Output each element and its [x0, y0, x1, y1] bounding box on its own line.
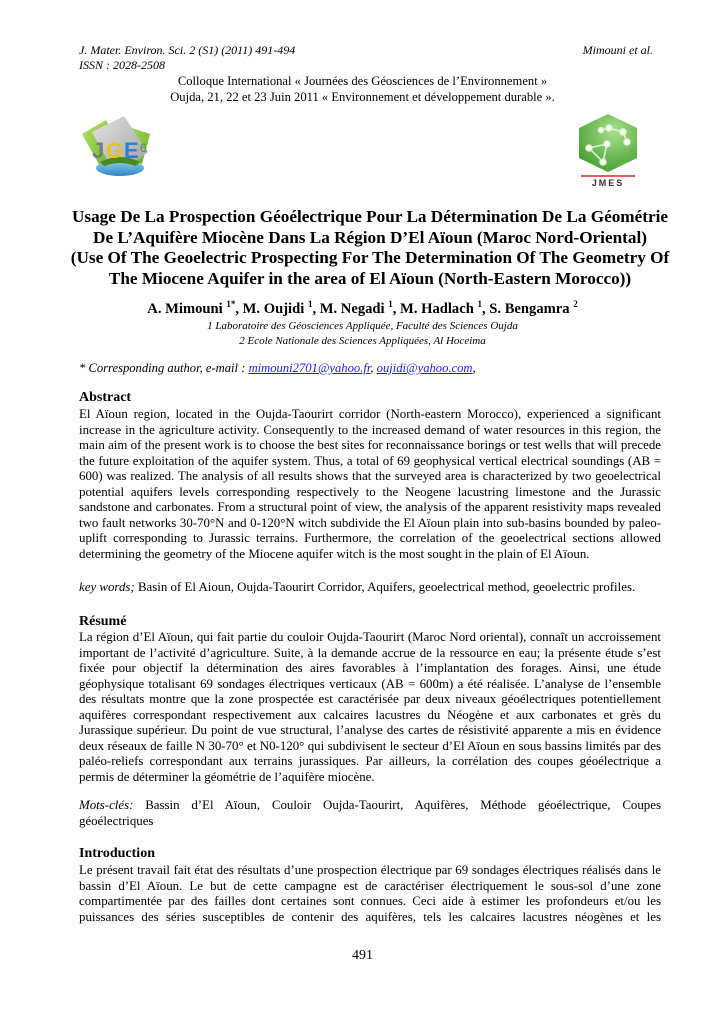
svg-text:J: J	[92, 138, 105, 163]
resume-line: fixée pour objectif la détermination des aires favorables à l’implantation des forages. Ainsi, une étude	[79, 661, 661, 676]
author: M. Negadi	[319, 301, 385, 317]
page-number: 491	[352, 948, 373, 963]
mots-cles-line-2: géoélectriques	[79, 813, 154, 828]
mots-cles-line	[79, 798, 661, 814]
resume-line: aquifères correspondant respectivement aux calcaires lacustres du Néogène et aux carbonates et grès du	[79, 707, 661, 722]
abstract-line: El Aïoun region, located in the Oujda-Taourirt corridor (North-eastern Morocco), experienced a significant	[79, 407, 661, 421]
author-list: A. Mimouni $^{1*}$, M. Oujidi $^1$, M. Negadi $^1$, M. Hadlach $^1$, S. Bengamra $^2$	[147, 299, 578, 317]
author-affil-mark: 1*	[226, 299, 236, 310]
issn: ISSN : 2028-2508	[79, 58, 165, 72]
email-separator: ,	[370, 361, 377, 375]
abstract-line: 600) was realized. The analysis of all results shows that the surveyed area is characterized by two geoelectrical	[79, 469, 661, 484]
author-affil-mark: 1	[307, 299, 313, 310]
intro-line: Le présent travail fait état des résultats d’une prospection électrique par 69 sondages électriques réalisés dans le	[79, 863, 661, 877]
abstract-line: the future exploitation of the aquifer system. Thus, a total of 69 geophysical vertical electrical soundings (AB =	[79, 453, 661, 468]
journal-citation: J. Mater. Environ. Sci. 2 (S1) (2011) 491-494	[79, 43, 296, 57]
conference-line-1: Colloque International « Journées des Géosciences de l’Environnement »	[177, 74, 548, 88]
abstract-line: two fault networks 30-70°N and 0-120°N witch subdivide the El Aïoun plain into sub-basins bounded by paleo-	[79, 515, 661, 530]
corresponding-label: * Corresponding author, e-mail :	[79, 361, 249, 375]
author-affil-mark: 1	[477, 299, 482, 310]
affiliation: 2 Ecole Nationale des Sciences Appliquées, Al Hoceima	[239, 334, 486, 347]
conference-line-2: Oujda, 21, 22 et 23 Juin 2011 « Environnement et développement durable ».	[170, 90, 555, 104]
resume-line: Jurassique supérieur. Du point de vue structural, l’analyse des cartes de résistivité apparente a mis en évidence	[79, 723, 661, 738]
introduction-body	[79, 863, 661, 925]
resume-line: La région d’El Aïoun, qui fait partie du couloir Oujda-Taourirt (Maroc Nord oriental), connaît un accroissement	[79, 630, 661, 644]
jge-logo	[76, 112, 166, 184]
abstract-body	[79, 407, 661, 562]
abstract-line: sandstone and carbonates. From a structural point of view, the analysis of the apparent resistivity maps revealed	[79, 500, 661, 515]
keywords-list: Basin of El Aioun, Oujda-Taourirt Corridor, Aquifers, geoelectrical method, geoelectric profiles.	[134, 580, 636, 594]
jmes-logo	[575, 112, 641, 188]
author-affil-mark: 1	[388, 299, 393, 310]
abstract-line: uplift corresponding to Jurassic terrains. Furthermore, the correlation of the geoelectrical sections allowed	[79, 531, 661, 546]
email-link-oujidi[interactable]: oujidi@yahoo.com	[376, 361, 473, 375]
resume-line: des résultats montre que la zone prospectée est caractérisée par deux niveaux géoélectriques potentiellement	[79, 692, 661, 707]
author-affil-mark: 2	[573, 299, 578, 310]
author: S. Bengamra	[489, 301, 570, 317]
intro-line: puissances des séries susceptibles de contenir des aquifères, tels les calcaires lacustres néogènes et les	[79, 909, 661, 924]
mots-cles-label: Mots-clés:	[79, 798, 134, 812]
abstract-line: potential aquifers levels corresponding respectively to the Neogene lacustring limestone and the Jurassic	[79, 484, 661, 499]
svg-text:JMES: JMES	[591, 178, 625, 188]
running-author: Mimouni et al.	[582, 43, 653, 57]
keywords	[79, 580, 661, 596]
affiliations	[0, 319, 725, 348]
keywords-label: key words;	[79, 580, 135, 594]
svg-text:E: E	[124, 138, 139, 163]
abstract-line: main aim of the present work is to choose the best sites for reconnaissance borings or test wells that will precede	[79, 438, 661, 453]
resume-line: paléo-reliefs correspondant aux terrains jurassiques. Par ailleurs, la corrélation des coupes géoélectrique a	[79, 754, 661, 769]
resume-line: permis de déterminer la géométrie de l’aquifère miocène.	[79, 769, 375, 784]
email-trailing: ,	[472, 361, 476, 375]
jge-logo-icon	[76, 112, 166, 184]
mots-cles	[79, 798, 661, 829]
title-line: Usage De La Prospection Géoélectrique Pour La Détermination De La Géométrie	[71, 207, 668, 226]
title-line: (Use Of The Geoelectric Prospecting For The Determination Of The Geometry Of	[70, 248, 670, 267]
resume-heading: Résumé	[79, 614, 127, 629]
mots-cles-list: Bassin d’El Aïoun, Couloir Oujda-Taourirt, Aquifères, Méthode géoélectrique, Coupes	[133, 798, 661, 812]
title-line: The Miocene Aquifer in the area of El Aïoun (North-Eastern Morocco))	[108, 268, 632, 288]
svg-text:G: G	[106, 138, 124, 163]
title-line: De L’Aquifère Miocène Dans La Région D’El Aïoun (Maroc Nord-Oriental)	[93, 227, 647, 247]
resume-line: important de l’activité d’agriculture. Suite, à la demande accrue de la ressource en eau; la présente étude s’est	[79, 645, 661, 660]
intro-line: bassin d’El Aïoun. Le but de cette campagne est de caractériser électriquement le sous-sol d’une zone	[79, 878, 661, 893]
introduction-heading: Introduction	[79, 846, 155, 861]
journal-header	[79, 43, 295, 73]
resume-body	[79, 630, 661, 785]
author: A. Mimouni	[147, 301, 223, 317]
email-link-mimouni[interactable]: mimouni2701@yahoo.fr	[248, 361, 371, 375]
conference-info	[0, 73, 725, 105]
svg-text:6: 6	[140, 141, 147, 155]
abstract-line: determining the geometry of the Miocene aquifer witch is the most sought in the plain of El Aïoun.	[79, 546, 590, 561]
author: M. Oujidi	[242, 301, 305, 317]
author: M. Hadlach	[400, 301, 474, 317]
paper-title	[60, 207, 680, 289]
resume-line: deux réseaux de faille N 30-70° et N0-120° qui subdivisent le secteur d’El Aïoun en sous bassins limités par des	[79, 738, 661, 753]
affiliation: 1 Laboratoire des Géosciences Appliquée, Faculté des Sciences Oujda	[207, 320, 518, 332]
intro-line: compartimentée par des failles dont certaines sont connues. Ceci aide à estimer les profondeurs et/ou les	[79, 894, 661, 909]
abstract-line: increase in the agriculture activity. Consequently to the increased demand of water resources in this region, the	[79, 422, 661, 437]
corresponding-author	[79, 361, 476, 376]
resume-line: géophysique totalisant 69 sondages électriques verticaux (AB = 600m) a été réalisée. L’analyse de l’ensemble	[79, 676, 661, 691]
abstract-heading: Abstract	[79, 390, 132, 405]
jmes-logo-icon	[575, 112, 641, 188]
